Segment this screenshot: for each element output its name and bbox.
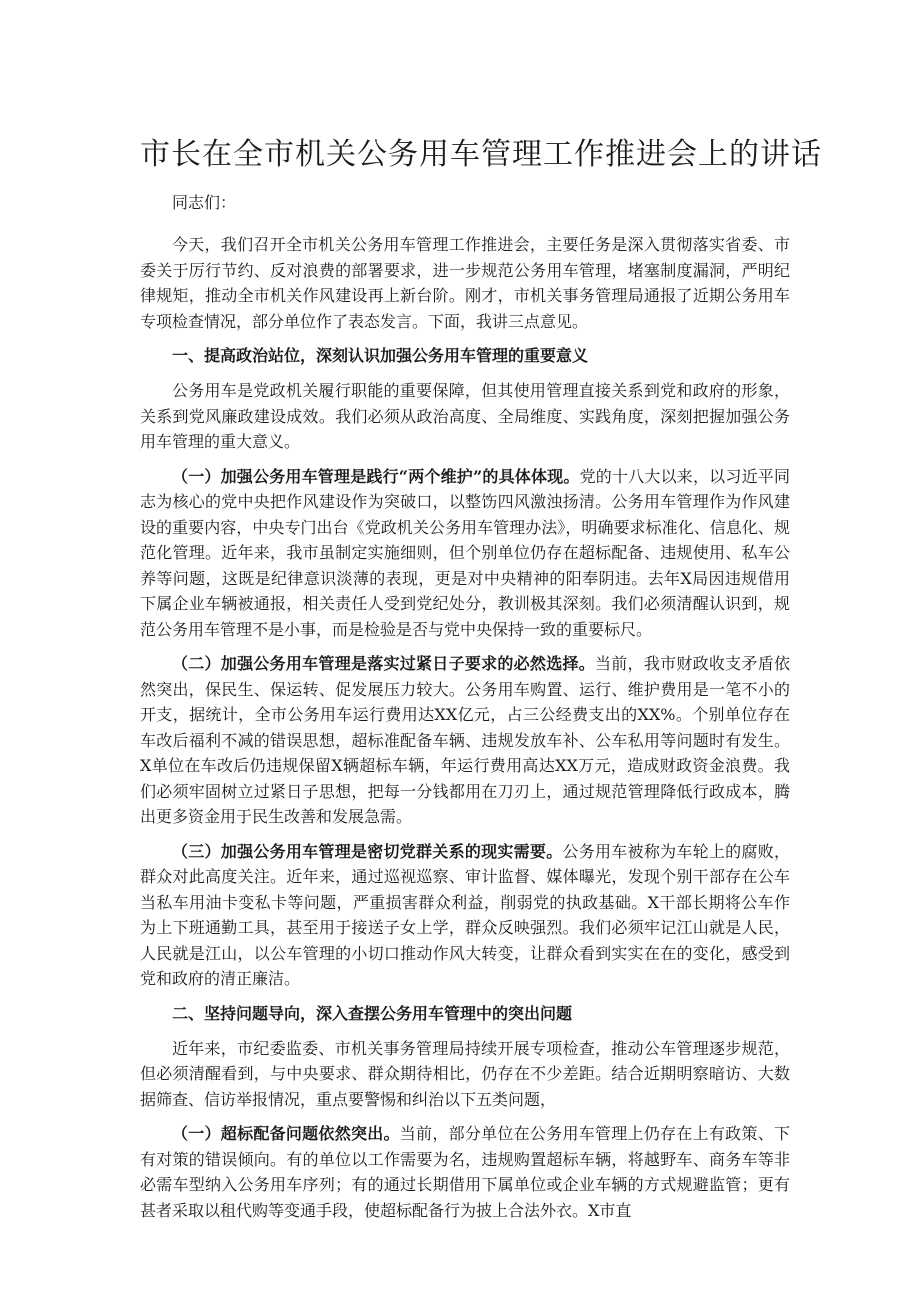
item-body: 当前，我市财政收支矛盾依然突出，保民生、保运转、促发展压力较大。公务用车购置、运行、维护费用是一笔不小的开支，据统计，全市公务用车运行费用达XX亿元，占三公经费支出的XX%。个别单位存在车改后福利不减的错误思想，超标准配备车辆、违规发放车补、公车私用等问题时有发生。X单位在车改后仍违规保留X辆超标车辆，年运行费用高达XX万元，造成财政资金浪费。我们必须牢固树立过紧日子思想，把每一分钱都用在刀刃上，通过规范管理降低行政成本，腾出更多资金用于民生改善和发展急需。 bbox=[140, 654, 790, 826]
section2-item-1 bbox=[140, 1121, 790, 1223]
item-body: 党的十八大以来，以习近平同志为核心的党中央把作风建设作为突破口，以整饬四风激浊扬清。公务用车管理作为作风建设的重要内容，中央专门出台《党政机关公务用车管理办法》，明确要求标准化、信息化、规范化管理。近年来，我市虽制定实施细则，但个别单位仍存在超标配备、违规使用、私车公养等问题，这既是纪律意识淡薄的表现，更是对中央精神的阳奉阴违。去年X局因违规借用下属企业车辆被通报，相关责任人受到党纪处分，教训极其深刻。我们必须清醒认识到，规范公务用车管理不是小事，而是检验是否与党中央保持一致的重要标尺。 bbox=[140, 466, 790, 639]
item-lead: （三）加强公务用车管理是密切党群关系的现实需要。 bbox=[172, 841, 563, 861]
section1-item-3 bbox=[140, 839, 790, 992]
section1-item-2 bbox=[140, 651, 790, 830]
item-lead: （二）加强公务用车管理是落实过紧日子要求的必然选择。 bbox=[172, 654, 596, 673]
section2-intro-paragraph: 近年来，市纪委监委、市机关事务管理局持续开展专项检查，推动公车管理逐步规范，但必须清醒看到，与中央要求、群众期待相比，仍存在不少差距。结合近期明察暗访、大数据筛查、信访举报情况，重点要警惕和纠治以下五类问题， bbox=[140, 1038, 790, 1109]
item-body: 公务用车被称为车轮上的腐败，群众对此高度关注。近年来，通过巡视巡察、审计监督、媒体曝光，发现个别干部存在公车当私车用油卡变私卡等问题，严重损害群众利益，削弱党的执政基础。X干部长期将公车作为上下班通勤工具，甚至用于接送子女上学，群众反映强烈。我们必须牢记江山就是人民，人民就是江山，以公车管理的小切口推动作风大转变，让群众看到实实在在的变化，感受到党和政府的清正廉洁。 bbox=[140, 841, 790, 988]
document-page bbox=[140, 130, 822, 1232]
section-heading-2: 二、坚持问题导向，深入查摆公务用车管理中的突出问题 bbox=[172, 1003, 573, 1023]
item-lead: （一）超标配备问题依然突出。 bbox=[172, 1124, 400, 1143]
section-heading-1: 一、提高政治站位，深刻认识加强公务用车管理的重要意义 bbox=[172, 346, 589, 365]
section1-intro-paragraph: 公务用车是党政机关履行职能的重要保障，但其使用管理直接关系到党和政府的形象，关系到党风廉政建设成效。我们必须从政治高度、全局维度、实践角度，深刻把握加强公务用车管理的重大意义。 bbox=[140, 381, 790, 451]
salutation: 同志们： bbox=[172, 193, 237, 212]
item-lead: （一）加强公务用车管理是践行“两个维护”的具体体现。 bbox=[172, 466, 580, 486]
section1-item-1 bbox=[140, 464, 790, 643]
intro-paragraph: 今天，我们召开全市机关公务用车管理工作推进会，主要任务是深入贯彻落实省委、市委关于厉行节约、反对浪费的部署要求，进一步规范公务用车管理，堵塞制度漏洞，严明纪律规矩，推动全市机关作风建设再上新台阶。刚才，市机关事务管理局通报了近期公务用车专项检查情况，部分单位作了表态发言。下面，我讲三点意见。 bbox=[140, 235, 790, 331]
item-body: 当前，部分单位在公务用车管理上仍存在上有政策、下有对策的错误倾向。有的单位以工作需要为名，违规购置超标车辆，将越野车、商务车等非必需车型纳入公务用车序列；有的通过长期借用下属单位或企业车辆的方式规避监管；更有甚者采取以租代购等变通手段，使超标配备行为披上合法外衣。X市直 bbox=[140, 1124, 790, 1220]
document-title: 市长在全市机关公务用车管理工作推进会上的讲话 bbox=[140, 137, 822, 172]
